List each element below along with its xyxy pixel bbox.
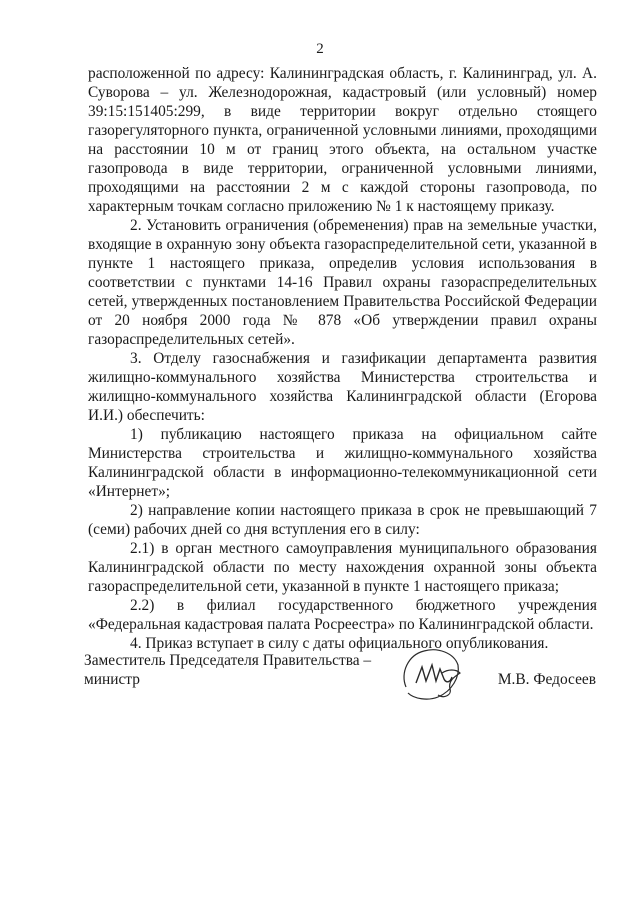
signatory-title (84, 651, 384, 689)
paragraph-3-item-2: 2) направление копии настоящего приказа в срок не превышающий 7 (семи) рабочих дней со дня вступления его в силу: (88, 502, 597, 538)
handwritten-signature (398, 643, 468, 705)
paragraph-1-continuation: расположенной по адресу: Калининградская область, г. Калининград, ул. А. Суворова – ул. Железнодорожная, кадастровый (или условный) номер 39:15:151405:299, в виде территории вокруг отдельно стоящего газорегуляторного пункта, ограниченной условными линиями, проходящими на расстоянии 10 м от границ этого объекта, на остальном участке газопровода в виде территории, ограниченной условными линиями, проходящими на расстоянии 2 м с каждой стороны газопровода, по характерным точкам согласно приложению № 1 к настоящему приказу. (88, 65, 597, 215)
document-body (88, 64, 597, 653)
signatory-title-line-1: Заместитель Председателя Правительства – (84, 652, 372, 669)
paragraph-3-item-1: 1) публикацию настоящего приказа на официальном сайте Министерства строительства и жилищно-коммунального хозяйства Калининградской области в информационно-телекоммуникационной сети «Интернет»; (88, 426, 597, 500)
paragraph-2: 2. Установить ограничения (обременения) прав на земельные участки, входящие в охранную зону объекта газораспределительной сети, указанной в пункте 1 настоящего приказа, определив условия использования в соответствии с пунктами 14-16 Правил охраны газораспределительных сетей, утвержденных постановлением Правительства Российской Федерации от 20 ноября 2000 года № 878 «Об утверждении правил охраны газораспределительных сетей». (88, 217, 597, 348)
paragraph-4: 4. Приказ вступает в силу с даты официального опубликования. (130, 635, 549, 652)
signatory-name: М.В. Федосеев (497, 671, 596, 688)
paragraph-3-item-2-1: 2.1) в орган местного самоуправления муниципального образования Калининградской области по месту нахождения охранной зоны объекта газораспределительной сети, указанной в пункте 1 настоящего приказа; (88, 540, 597, 595)
page-number: 2 (316, 41, 324, 57)
paragraph-3-item-2-2: 2.2) в филиал государственного бюджетного учреждения «Федеральная кадастровая палата Росреестра» по Калининградской области. (88, 597, 597, 633)
paragraph-3: 3. Отделу газоснабжения и газификации департамента развития жилищно-коммунального хозяйства Министерства строительства и жилищно-коммунального хозяйства Калининградской области (Егорова И.И.) обеспечить: (88, 350, 597, 424)
signatory-title-line-2: министр (84, 671, 140, 688)
